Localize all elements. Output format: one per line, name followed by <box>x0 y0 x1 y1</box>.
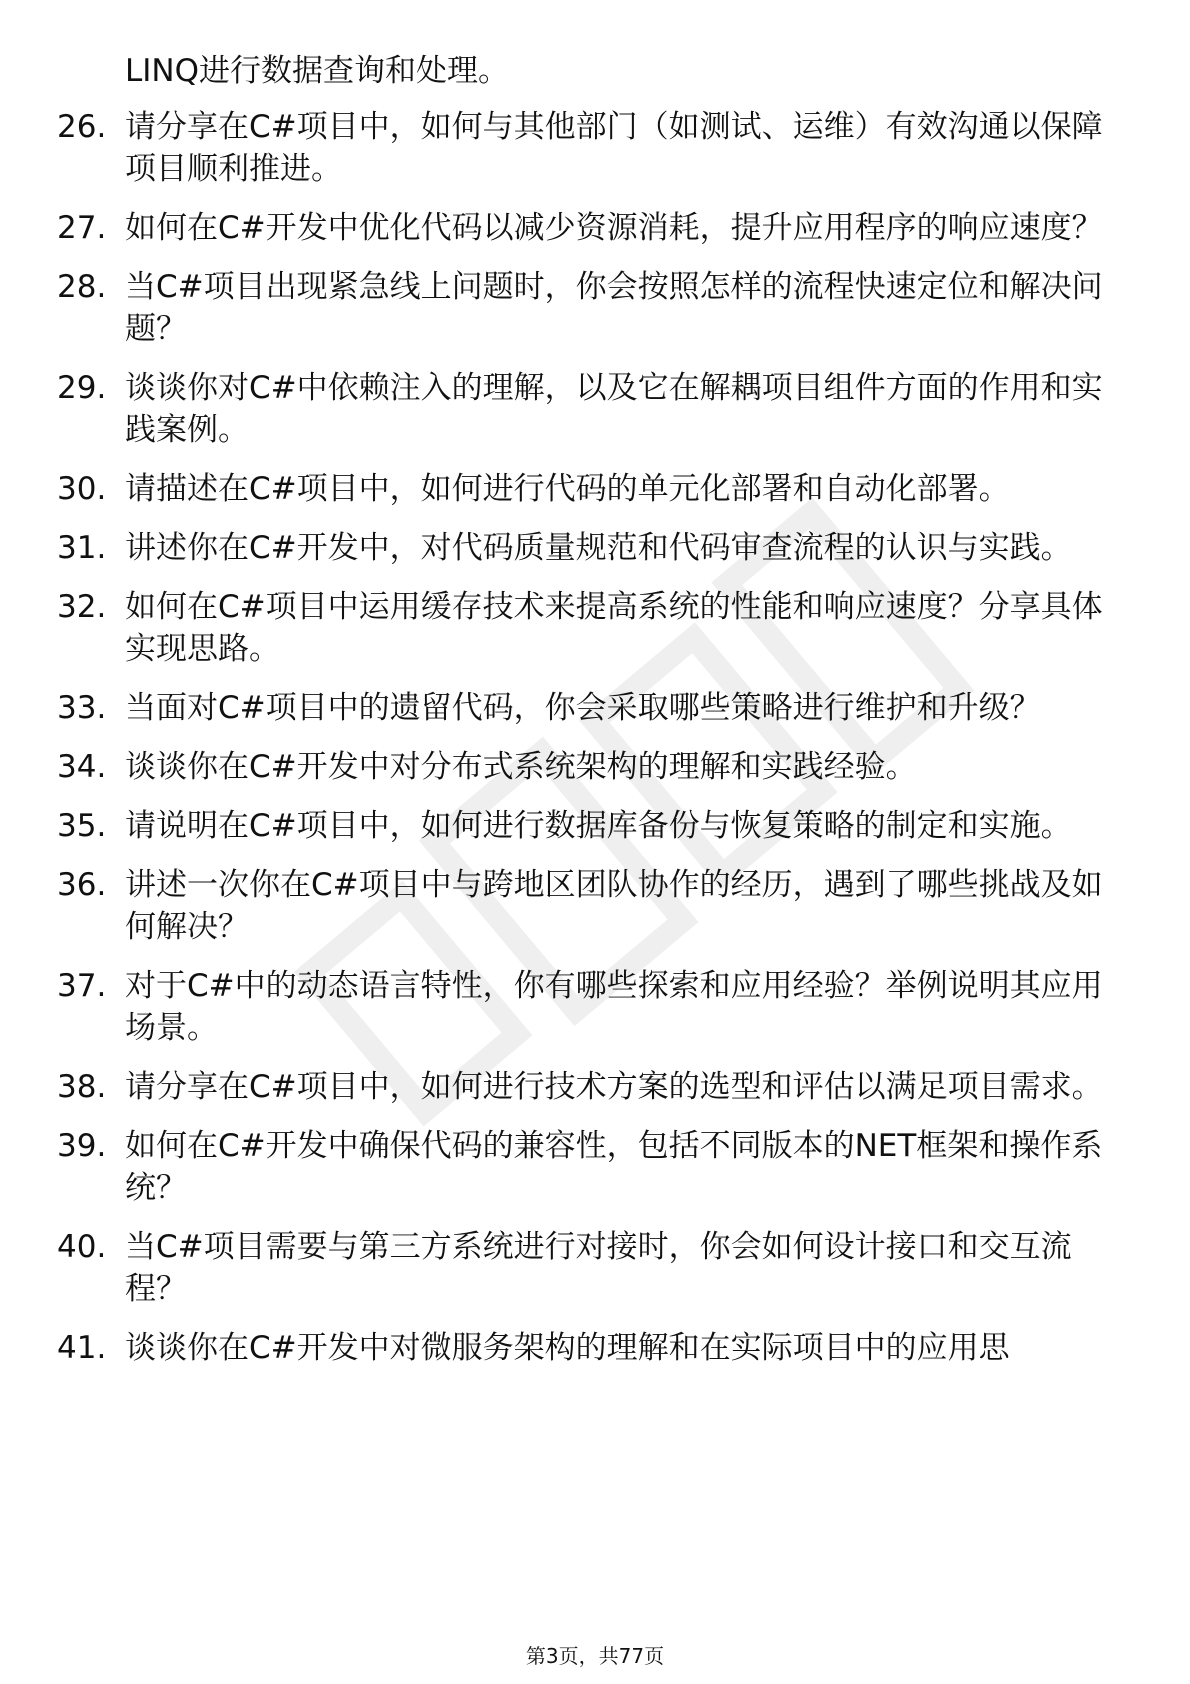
question-number: 33. <box>57 690 107 726</box>
question-text: 请分享在C#项目中，如何与其他部门（如测试、运维）有效沟通以保障项目顺利推进。 <box>125 109 1103 187</box>
list-item <box>57 864 1137 948</box>
question-number: 26. <box>57 109 107 145</box>
list-item <box>57 367 1137 451</box>
list-item <box>57 1125 1137 1209</box>
question-text: 当C#项目出现紧急线上问题时，你会按照怎样的流程快速定位和解决问题？ <box>125 269 1103 347</box>
question-number: 40. <box>57 1229 107 1265</box>
list-item <box>57 527 1137 569</box>
question-number: 27. <box>57 210 107 246</box>
list-item <box>57 1327 1137 1369</box>
list-item <box>57 1226 1137 1310</box>
list-item <box>57 207 1137 249</box>
question-number: 37. <box>57 968 107 1004</box>
question-number: 39. <box>57 1128 107 1164</box>
list-item <box>57 106 1137 190</box>
question-text: 当C#项目需要与第三方系统进行对接时，你会如何设计接口和交互流程？ <box>125 1229 1072 1307</box>
question-number: 41. <box>57 1330 107 1366</box>
question-text: 谈谈你在C#开发中对分布式系统架构的理解和实践经验。 <box>125 749 917 785</box>
question-text: 如何在C#项目中运用缓存技术来提高系统的性能和响应速度？分享具体实现思路。 <box>125 589 1103 667</box>
question-number: 38. <box>57 1069 107 1105</box>
question-text: 请分享在C#项目中，如何进行技术方案的选型和评估以满足项目需求。 <box>125 1069 1103 1105</box>
question-number: 34. <box>57 749 107 785</box>
question-text: 如何在C#开发中确保代码的兼容性，包括不同版本的NET框架和操作系统？ <box>125 1128 1103 1206</box>
list-item <box>57 1066 1137 1108</box>
question-text: 如何在C#开发中优化代码以减少资源消耗，提升应用程序的响应速度？ <box>125 210 1103 246</box>
list-item <box>57 965 1137 1049</box>
question-text: 当面对C#项目中的遗留代码，你会采取哪些策略进行维护和升级？ <box>125 690 1041 726</box>
list-item <box>57 687 1137 729</box>
question-text: 请说明在C#项目中，如何进行数据库备份与恢复策略的制定和实施。 <box>125 808 1072 844</box>
list-item <box>57 468 1137 510</box>
list-item <box>57 586 1137 670</box>
question-number: 30. <box>57 471 107 507</box>
question-text: 请描述在C#项目中，如何进行代码的单元化部署和自动化部署。 <box>125 471 1010 507</box>
question-number: 28. <box>57 269 107 305</box>
question-number: 29. <box>57 370 107 406</box>
question-text: 讲述一次你在C#项目中与跨地区团队协作的经历，遇到了哪些挑战及如何解决？ <box>125 867 1103 945</box>
question-text: 谈谈你在C#开发中对微服务架构的理解和在实际项目中的应用思 <box>125 1330 1010 1366</box>
question-number: 36. <box>57 867 107 903</box>
question-list <box>57 50 1137 1386</box>
list-item <box>57 266 1137 350</box>
list-item <box>57 746 1137 788</box>
question-number: 35. <box>57 808 107 844</box>
question-number: 32. <box>57 589 107 625</box>
question-number: 31. <box>57 530 107 566</box>
question-text: 讲述你在C#开发中，对代码质量规范和代码审查流程的认识与实践。 <box>125 530 1072 566</box>
continuation-text: LINQ进行数据查询和处理。 <box>125 53 510 89</box>
page-footer: 第3页，共77页 <box>525 1644 665 1668</box>
question-text: 对于C#中的动态语言特性，你有哪些探索和应用经验？举例说明其应用场景。 <box>125 968 1103 1046</box>
question-text: 谈谈你对C#中依赖注入的理解，以及它在解耦项目组件方面的作用和实践案例。 <box>125 370 1103 448</box>
list-item <box>57 805 1137 847</box>
